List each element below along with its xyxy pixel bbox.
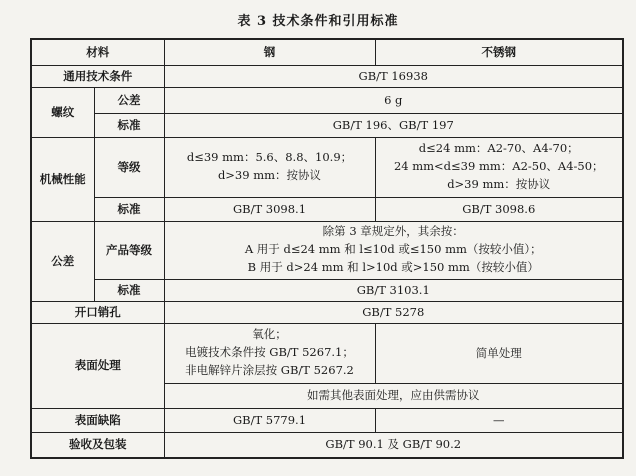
mechanical-standard-label: 标准 (94, 197, 164, 221)
mechanical-stainless-grades (375, 137, 623, 197)
table-row (31, 39, 623, 65)
mechanical-steel-grades (164, 137, 375, 197)
table-row (31, 137, 623, 197)
surface-stainless-value: 简单处理 (375, 323, 623, 383)
thread-standard-label: 标准 (94, 113, 164, 137)
table-row (31, 197, 623, 221)
tolerance-standard-label: 标准 (94, 279, 164, 301)
mechanical-grade-label: 等级 (94, 137, 164, 197)
table-row (31, 221, 623, 279)
surface-note: 如需其他表面处理，应由供需协议 (164, 383, 623, 408)
header-material: 材料 (31, 39, 164, 65)
table-row (31, 113, 623, 137)
defects-stainless: — (375, 408, 623, 432)
acceptance-label: 验收及包装 (31, 432, 164, 458)
defects-label: 表面缺陷 (31, 408, 164, 432)
thread-tolerance-value: 6 g (164, 87, 623, 113)
table-row (31, 279, 623, 301)
table-row (31, 301, 623, 323)
surface-label: 表面处理 (31, 323, 164, 408)
surface-steel-line: 电镀技术条件按 GB/T 5267.1； (185, 345, 354, 360)
tolerance-grade-label: 产品等级 (94, 221, 164, 279)
spec-table (30, 38, 624, 459)
tolerance-line: B 用于 d>24 mm 和 l>10d 或>150 mm（按较小值） (247, 259, 539, 274)
acceptance-value: GB/T 90.1 及 GB/T 90.2 (164, 432, 623, 458)
header-stainless: 不锈钢 (375, 39, 623, 65)
cotter-value: GB/T 5278 (164, 301, 623, 323)
table-row (31, 408, 623, 432)
tolerance-line: A 用于 d≤24 mm 和 l≤10d 或≤150 mm（按较小值）； (244, 242, 542, 257)
thread-label: 螺纹 (31, 87, 94, 137)
surface-steel-line: 非电解锌片涂层按 GB/T 5267.2 (185, 362, 354, 377)
table-row (31, 87, 623, 113)
table-caption: 表 3 技术条件和引用标准 (237, 14, 399, 29)
mechanical-steel-line: d≤39 mm：5.6、8.8、10.9； (186, 150, 353, 165)
defects-steel: GB/T 5779.1 (164, 408, 375, 432)
thread-tolerance-label: 公差 (94, 87, 164, 113)
general-label: 通用技术条件 (31, 65, 164, 87)
general-value: GB/T 16938 (164, 65, 623, 87)
mechanical-stainless-line: 24 mm<d≤39 mm：A2-50、A4-50； (393, 159, 604, 174)
tolerance-line: 除第 3 章规定外，其余按： (322, 224, 464, 239)
surface-steel-line: 氧化； (252, 327, 287, 342)
tolerance-grade-value (164, 221, 623, 279)
header-steel: 钢 (164, 39, 375, 65)
table-row (31, 65, 623, 87)
cotter-label: 开口销孔 (31, 301, 164, 323)
mechanical-steel-standard: GB/T 3098.1 (164, 197, 375, 221)
table-row (31, 432, 623, 458)
thread-standard-value: GB/T 196、GB/T 197 (164, 113, 623, 137)
tolerance-label: 公差 (31, 221, 94, 301)
tolerance-standard-value: GB/T 3103.1 (164, 279, 623, 301)
surface-steel-value (164, 323, 375, 383)
mechanical-stainless-line: d>39 mm：按协议 (447, 176, 551, 191)
mechanical-stainless-standard: GB/T 3098.6 (375, 197, 623, 221)
table-row (31, 323, 623, 383)
mechanical-label: 机械性能 (31, 137, 94, 221)
mechanical-stainless-line: d≤24 mm：A2-70、A4-70； (418, 141, 579, 156)
mechanical-steel-line: d>39 mm：按协议 (217, 168, 322, 182)
